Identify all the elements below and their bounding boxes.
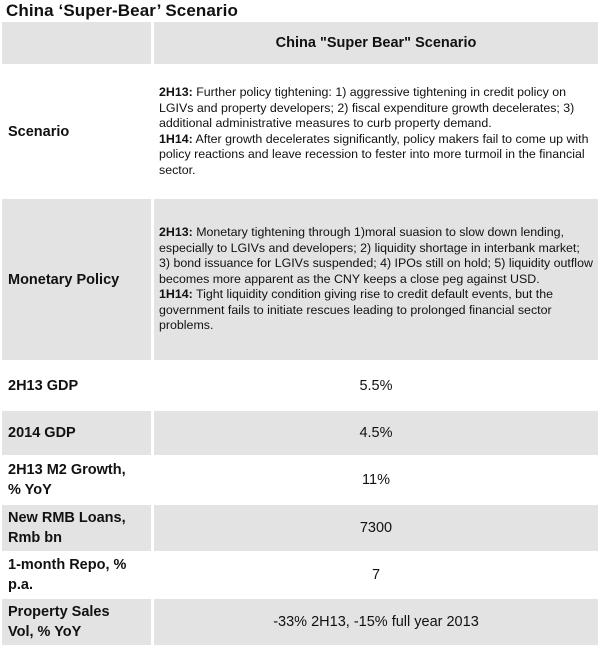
scenario-table (2, 22, 598, 647)
row-label (2, 508, 151, 548)
document-title: China ‘Super-Bear’ Scenario (6, 1, 238, 20)
monetary-p2-lead: 1H14: (159, 287, 193, 302)
scenario-row (2, 65, 598, 198)
table-row (2, 456, 598, 504)
row-label-cell (2, 410, 153, 456)
scenario-text-cell (153, 65, 599, 198)
row-value: 4.5% (153, 410, 599, 456)
row-label-cell (2, 504, 153, 552)
table-row (2, 410, 598, 456)
scenario-p2-text: After growth decelerates significantly, policy makers fail to come up with policy reactions and leave recession to fester into more turmoil in the financial sector. (159, 131, 589, 177)
monetary-label: Monetary Policy (8, 271, 120, 288)
scenario-p1-text: Further policy tightening: 1) aggressive tightening in credit policy on LGIVs and property developers; 2) fiscal expenditure growth decelerates; 3) additional administrative measures to curb property demand. (159, 85, 575, 130)
scenario-label: Scenario (8, 123, 70, 140)
row-label-cell (2, 456, 153, 504)
row-label-cell (2, 361, 153, 410)
row-value: 7300 (153, 504, 599, 552)
header-row (2, 22, 598, 65)
scenario-p2-lead: 1H14: (159, 131, 193, 146)
monetary-label-cell (2, 198, 153, 361)
table-row (2, 598, 598, 646)
scenario-text (154, 83, 598, 180)
row-label-line-1: Property Sales (8, 604, 110, 620)
monetary-p2-text: Tight liquidity condition giving rise to credit default events, but the government fails to initiate rescues leading to prolonged financial sector problems. (159, 287, 553, 333)
table-row (2, 361, 598, 410)
row-label (2, 555, 151, 595)
row-label (2, 460, 151, 500)
header-blank-cell (2, 22, 153, 65)
monetary-policy-row (2, 198, 598, 361)
table-row (2, 504, 598, 552)
monetary-p1-text: Monetary tightening through 1)moral suasion to slow down lending, especially to LGIVs and developers; 2) liquidity shortage in interbank market; 3) bond issuance for LGIVs suspended; 4) IPOs still on hold; 5) liquidity outflow becomes more apparent as the CNY keeps a close peg against USD. (159, 225, 593, 286)
monetary-p1-lead: 2H13: (159, 225, 193, 240)
row-label: 2H13 GDP (8, 377, 79, 394)
scenario-p1-lead: 2H13: (159, 85, 193, 99)
row-value: 11% (153, 456, 599, 504)
table-header: China "Super Bear" Scenario (153, 22, 599, 65)
row-label-line-2: % YoY (8, 482, 52, 498)
row-value: -33% 2H13, -15% full year 2013 (153, 598, 599, 646)
row-label-line-2: p.a. (8, 577, 33, 593)
row-value: 5.5% (153, 361, 599, 410)
row-label-cell (2, 552, 153, 598)
row-label-line-1: 1-month Repo, % (8, 557, 127, 573)
monetary-text-cell (153, 198, 599, 361)
row-label (2, 602, 151, 642)
table-row (2, 552, 598, 598)
row-label-cell (2, 598, 153, 646)
row-label: 2014 GDP (8, 425, 76, 441)
scenario-label-cell (2, 65, 153, 198)
row-value: 7 (153, 552, 599, 598)
row-label-line-2: Vol, % YoY (8, 624, 82, 640)
row-label-line-1: New RMB Loans, (8, 510, 126, 526)
row-label-line-1: 2H13 M2 Growth, (8, 462, 126, 478)
row-label-line-2: Rmb bn (8, 530, 62, 546)
monetary-text (154, 223, 598, 336)
